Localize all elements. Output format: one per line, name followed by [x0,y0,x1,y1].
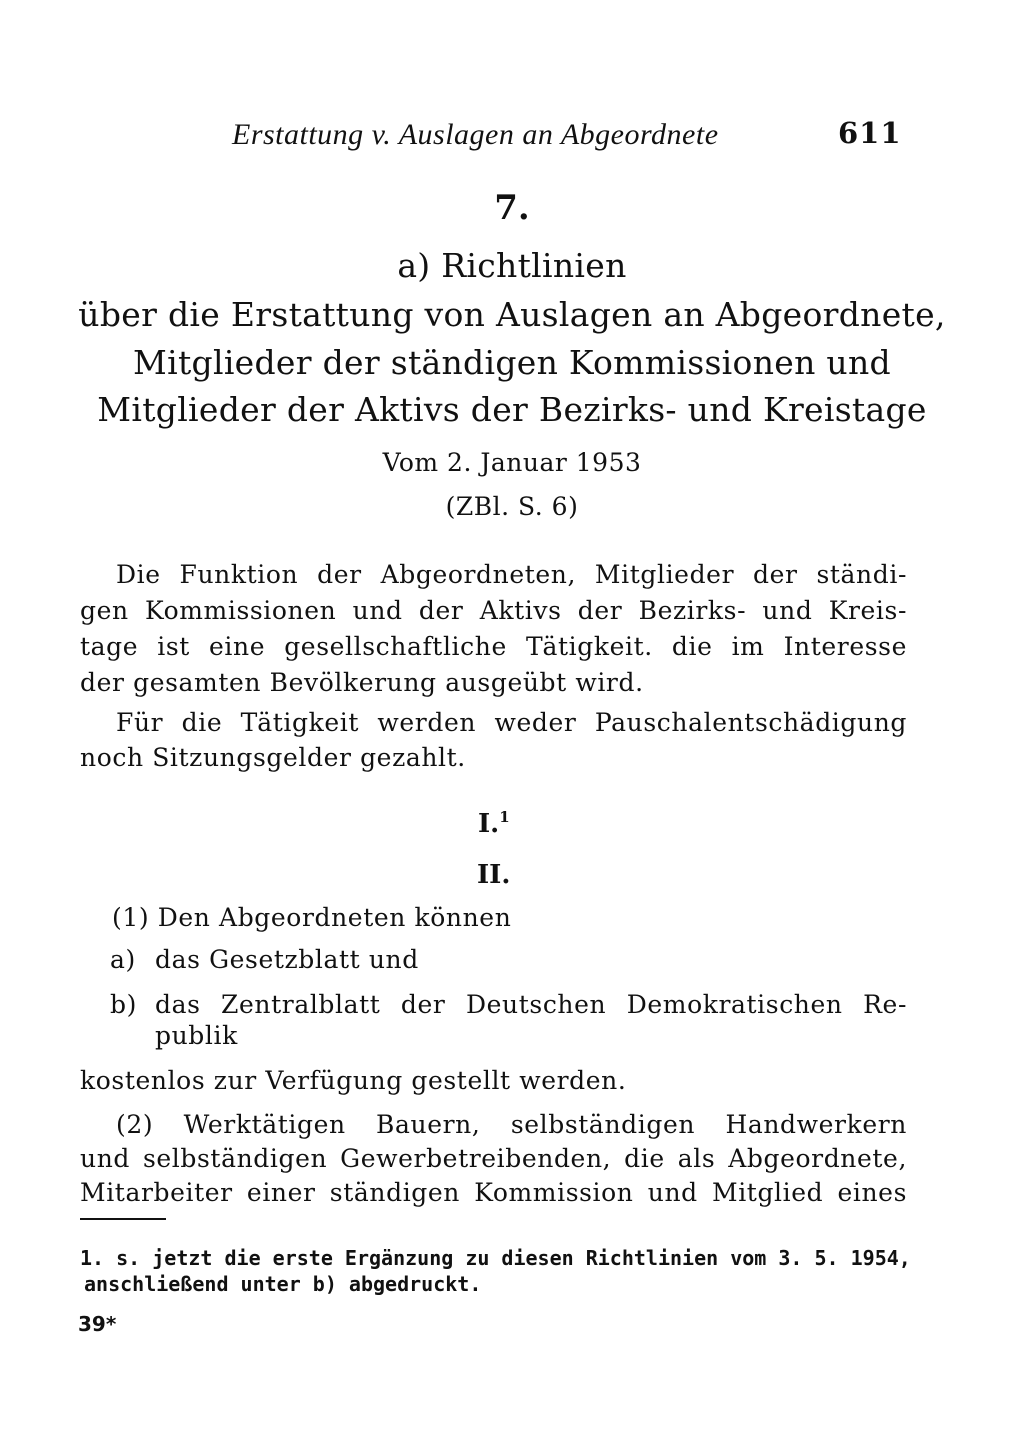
preamble-p2-line-1: Für die Tätigkeit werden weder Pauschalentschädigung [116,708,907,737]
signature-mark: 39* [78,1312,117,1336]
heading-line-1: a) Richtlinien [397,246,627,285]
issue-date: Vom 2. Januar 1953 [382,448,642,477]
preamble-p1-line-4: der gesamten Bevölkerung ausgeübt wird. [80,668,644,697]
footnote-mark: 1 [499,808,510,826]
section-number: 7. [494,188,530,228]
para-2-line-1: (2) Werktätigen Bauern, selbständigen Handwerkern [116,1110,907,1139]
para-1-intro: (1) Den Abgeordneten können [112,903,512,932]
item-a-label: a) [110,945,136,974]
heading-line-4: Mitglieder der Aktivs der Bezirks- und Kreistage [97,390,927,429]
footnote-line-1: 1. s. jetzt die erste Ergänzung zu diesen Richtlinien vom 3. 5. 1954, [80,1246,911,1270]
preamble-p1-line-1: Die Funktion der Abgeordneten, Mitglieder der ständi- [116,560,907,589]
heading-line-3: Mitglieder der ständigen Kommissionen und [133,343,891,382]
para-2-line-2: und selbständigen Gewerbetreibenden, die als Abgeordnete, [80,1144,907,1173]
item-b-line-2: publik [155,1021,238,1050]
preamble-p2-line-2: noch Sitzungsgelder gezahlt. [80,743,466,772]
section-1-label: I. [478,809,500,839]
running-title: Erstattung v. Auslagen an Abgeordnete [232,118,719,151]
publication-reference: (ZBl. S. 6) [445,492,579,521]
page-number: 611 [838,116,902,150]
item-b-label: b) [110,990,137,1019]
para-2-line-3: Mitarbeiter einer ständigen Kommission und Mitglied eines [80,1178,907,1207]
para-1-end: kostenlos zur Verfügung gestellt werden. [80,1066,627,1095]
heading-line-2: über die Erstattung von Auslagen an Abgeordnete, [78,295,946,334]
footnote-rule [80,1218,166,1220]
item-a-text: das Gesetzblatt und [155,945,419,974]
footnote-line-2: anschließend unter b) abgedruckt. [84,1272,482,1296]
preamble-p1-line-3: tage ist eine gesellschaftliche Tätigkeit. die im Interesse [80,632,907,661]
item-b-line-1: das Zentralblatt der Deutschen Demokratischen Re- [155,990,907,1019]
section-1-heading [478,808,510,839]
section-2-heading: II. [477,860,511,890]
preamble-p1-line-2: gen Kommissionen und der Aktivs der Bezirks- und Kreis- [80,596,907,625]
